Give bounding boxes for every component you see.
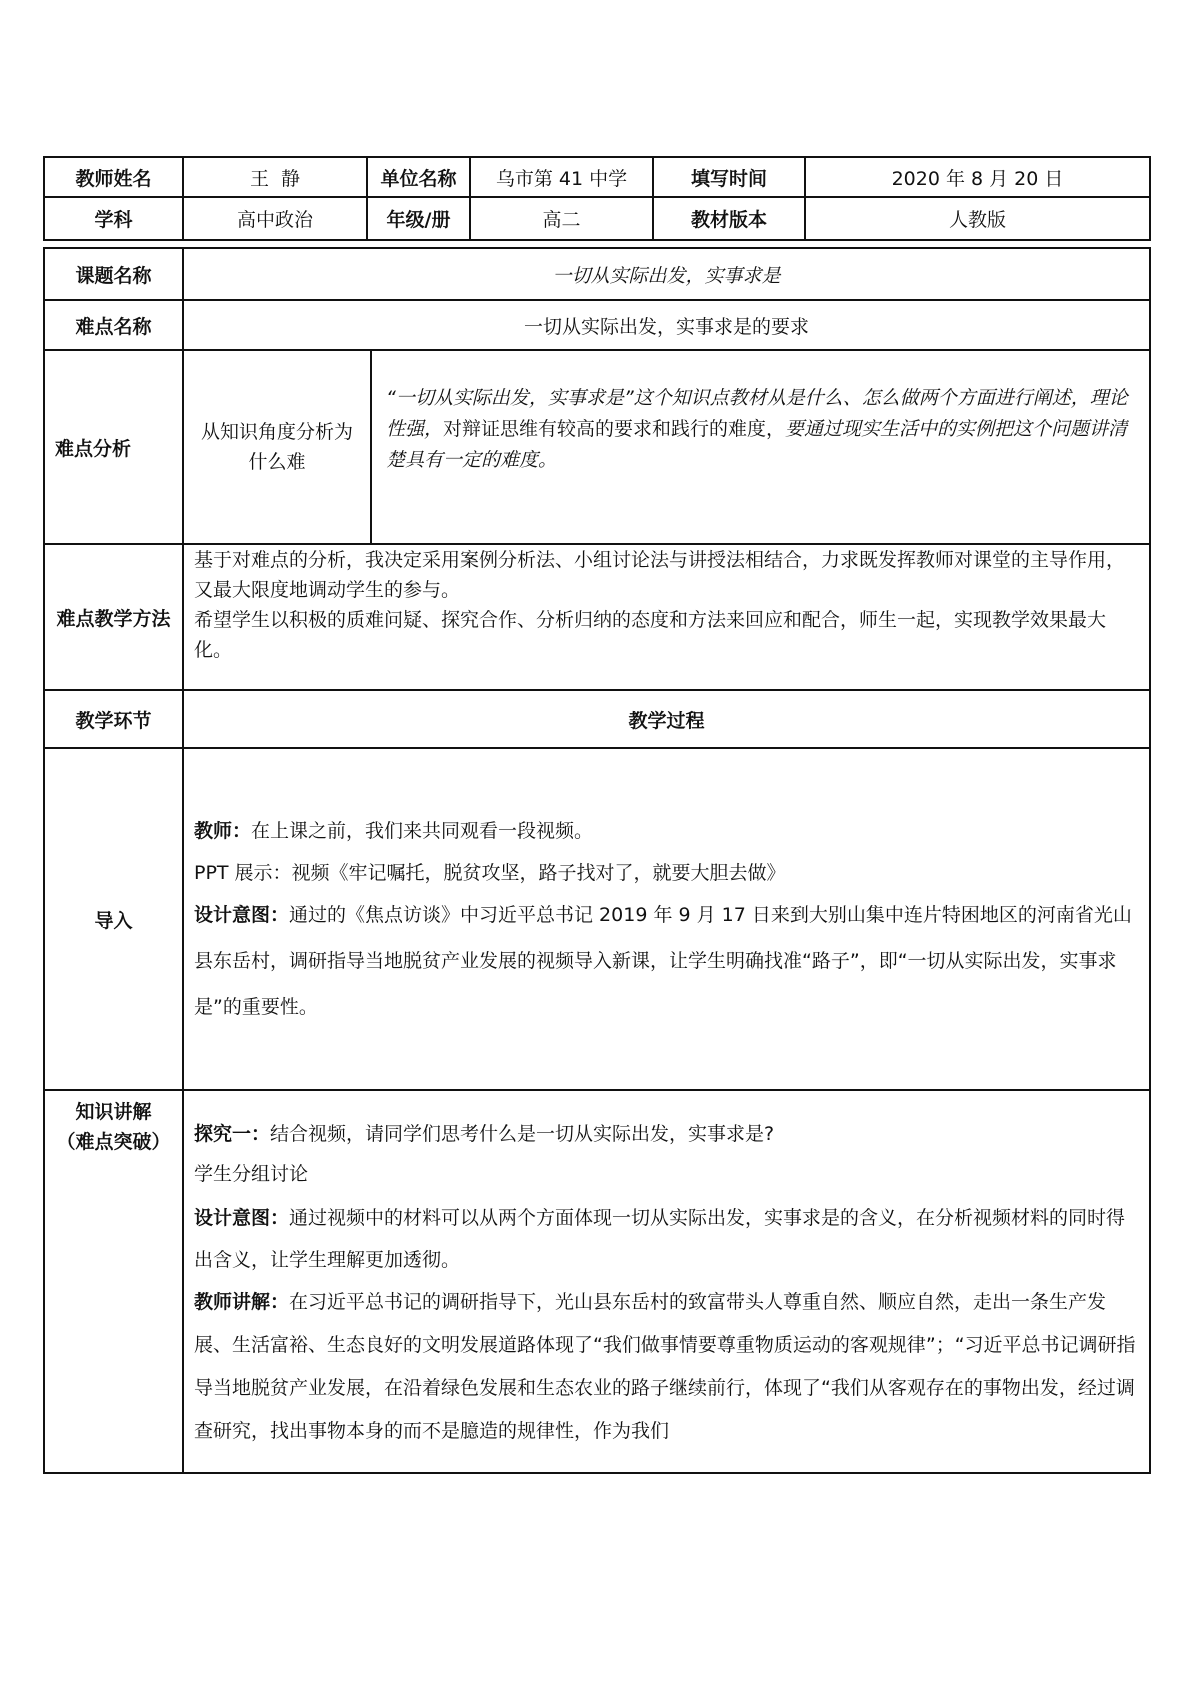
intro-ppt-line: PPT 展示：视频《牢记嘱托，脱贫攻坚，路子找对了，就要大胆去做》	[194, 862, 786, 884]
date-label: 填写时间	[653, 157, 805, 197]
analysis-italic-2: 要通过现实生活中的实例把这个问题讲清楚具有一定的难度。	[386, 417, 1128, 471]
stage-header-label: 教学环节	[44, 690, 183, 748]
unit-label: 单位名称	[367, 157, 470, 197]
header-table	[43, 156, 1151, 241]
method-text	[183, 544, 1150, 690]
knowledge-content	[183, 1090, 1150, 1473]
teacher-label: 教师姓名	[44, 157, 183, 197]
knowledge-design-line	[194, 1197, 1139, 1281]
subject-label: 学科	[44, 197, 183, 240]
explain-line	[194, 1281, 1139, 1453]
intro-teacher-label: 教师：	[194, 820, 252, 842]
method-paragraph-1: 基于对难点的分析，我决定采用案例分析法、小组讨论法与讲授法相结合，力求既发挥教师对课堂的主导作用，又最大限度地调动学生的参与。	[194, 549, 1126, 601]
main-table	[43, 247, 1151, 1474]
intro-teacher-text: 在上课之前，我们来共同观看一段视频。	[251, 820, 594, 842]
analysis-italic-1: “一切从实际出发，实事求是”这个知识点教材从是什么、怎么做两个方面进行阐述，理论性强，	[386, 386, 1128, 440]
grade-value: 高二	[470, 197, 653, 240]
date-value: 2020 年 8 月 20 日	[805, 157, 1150, 197]
knowledge-label-2: （难点突破）	[56, 1131, 171, 1153]
analysis-sub-label: 从知识角度分析为什么难	[183, 350, 371, 544]
knowledge-design-label: 设计意图：	[194, 1207, 290, 1229]
intro-design-line	[194, 892, 1139, 1030]
knowledge-label	[44, 1090, 183, 1473]
method-label: 难点教学方法	[44, 544, 183, 690]
textbook-label: 教材版本	[653, 197, 805, 240]
intro-teacher-line	[194, 808, 1139, 854]
explain-label: 教师讲解：	[194, 1291, 290, 1313]
textbook-value: 人教版	[805, 197, 1150, 240]
intro-design-label: 设计意图：	[194, 904, 290, 926]
grade-label: 年级/册	[367, 197, 470, 240]
analysis-label: 难点分析	[44, 350, 183, 544]
unit-value: 乌市第 41 中学	[470, 157, 653, 197]
topic-label: 课题名称	[44, 248, 183, 300]
explore-label: 探究一：	[194, 1123, 271, 1145]
difficulty-label: 难点名称	[44, 300, 183, 350]
explore-line	[194, 1117, 1139, 1151]
explore-text: 结合视频，请同学们思考什么是一切从实际出发，实事求是?	[270, 1123, 775, 1145]
topic-value: 一切从实际出发，实事求是	[183, 248, 1150, 300]
analysis-normal: 对辩证思维有较高的要求和践行的难度，	[443, 417, 786, 440]
method-paragraph-2: 希望学生以积极的质难问疑、探究合作、分析归纳的态度和方法来回应和配合，师生一起，实现教学效果最大化。	[194, 609, 1107, 661]
explain-text: 在习近平总书记的调研指导下，光山县东岳村的致富带头人尊重自然、顺应自然，走出一条生产发展、生活富裕、生态良好的文明发展道路体现了“我们做事情要尊重物质运动的客观规律”；“习近平总书记调研指导当地脱贫产业发展，在沿着绿色发展和生态农业的路子继续前行，体现了“我们从客观存在的事物出发，经过调查研究，找出事物本身的而不是臆造的规律性，作为我们	[194, 1291, 1136, 1442]
knowledge-design-text: 通过视频中的材料可以从两个方面体现一切从实际出发，实事求是的含义，在分析视频材料的同时得出含义，让学生理解更加透彻。	[194, 1207, 1126, 1271]
group-line: 学生分组讨论	[194, 1163, 309, 1185]
intro-design-text: 通过的《焦点访谈》中习近平总书记 2019 年 9 月 17 日来到大别山集中连片特困地区的河南省光山县东岳村，调研指导当地脱贫产业发展的视频导入新课，让学生明确找准“路子”，即“一切从实际出发，实事求是”的重要性。	[194, 904, 1132, 1018]
intro-label: 导入	[44, 748, 183, 1090]
knowledge-label-1: 知识讲解	[75, 1101, 152, 1123]
subject-value: 高中政治	[183, 197, 367, 240]
analysis-text	[371, 350, 1150, 544]
teacher-value: 王 静	[183, 157, 367, 197]
process-header-label: 教学过程	[183, 690, 1150, 748]
lesson-plan-document	[43, 156, 1149, 1474]
intro-content	[183, 748, 1150, 1090]
difficulty-value: 一切从实际出发，实事求是的要求	[183, 300, 1150, 350]
